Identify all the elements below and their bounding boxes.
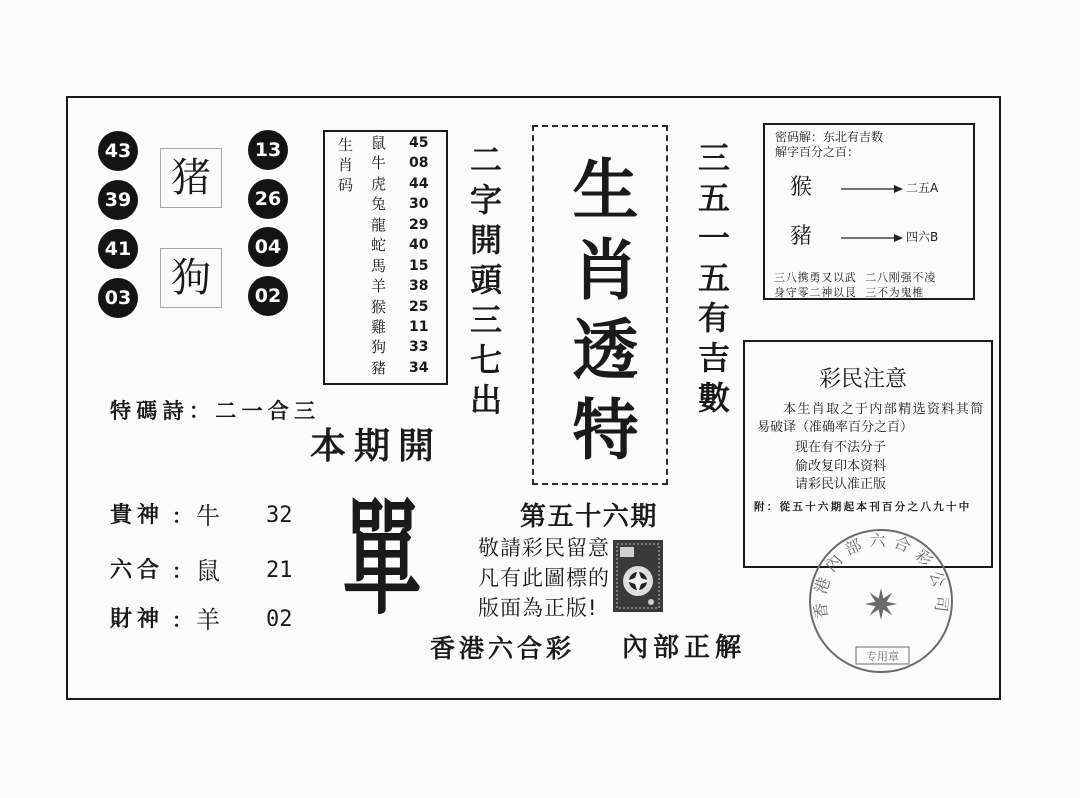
zodiac-animal: 雞 <box>371 317 387 336</box>
code-row <box>371 337 428 357</box>
footer-slogan: 內部正解 <box>622 633 747 663</box>
god-separator: ： <box>172 504 192 528</box>
issue-number: 第五十六期 <box>520 502 659 532</box>
number-ball: 26 <box>248 179 288 219</box>
god-number: 32 <box>266 503 293 528</box>
god-label: 貴神 <box>110 503 165 528</box>
god-animal: 鼠 <box>196 557 220 585</box>
zodiac-number: 38 <box>409 278 429 295</box>
notice-line: 易破译（准确率百分之百） <box>757 420 914 435</box>
vertical-hint-right: 三五一五有吉數 <box>693 141 731 421</box>
zodiac-number: 40 <box>409 237 429 254</box>
number-ball: 02 <box>248 276 288 316</box>
number-ball: 39 <box>98 180 138 220</box>
zodiac-animal: 豬 <box>371 358 387 377</box>
number-ball: 13 <box>248 130 288 170</box>
god-label: 財神 <box>110 607 165 632</box>
code-row <box>371 276 428 296</box>
number-ball: 41 <box>98 229 138 269</box>
main-title: 生肖透特 <box>561 155 638 475</box>
this-issue-label: 本期開 <box>310 426 443 467</box>
cipher-code: 二五A <box>906 181 939 195</box>
cipher-poem-line: 三八携勇又以武 二八刚强不凌 <box>774 271 936 284</box>
notice-line: 请彩民认准正版 <box>795 477 887 492</box>
zodiac-animal: 龍 <box>371 215 387 234</box>
warning-line: 版面為正版! <box>478 596 598 620</box>
code-row <box>371 358 428 378</box>
code-row <box>371 235 428 255</box>
zodiac-number: 15 <box>409 257 429 274</box>
cipher-line: 解字百分之百： <box>775 145 860 159</box>
code-row <box>371 256 428 276</box>
zodiac-code-table <box>323 130 448 385</box>
zodiac-animal: 馬 <box>371 256 387 275</box>
god-number: 02 <box>266 607 293 632</box>
cipher-line: 密码解：东北有吉数 <box>775 130 884 144</box>
god-separator: ： <box>172 559 192 583</box>
notice-footnote: 附：從五十六期起本刊百分之八九十中 <box>754 501 972 513</box>
cipher-char: 豬 <box>790 224 813 249</box>
zodiac-number: 08 <box>409 155 429 172</box>
zodiac-animal: 鼠 <box>371 134 387 152</box>
lottery-emblem-icon <box>611 538 665 614</box>
cipher-char: 猴 <box>790 175 813 200</box>
god-animal: 羊 <box>196 606 220 634</box>
god-separator: ： <box>172 608 192 632</box>
stamp-seal-text: 专用章 <box>866 650 899 663</box>
code-row <box>371 174 428 194</box>
zodiac-animal: 猴 <box>371 297 387 316</box>
number-ball: 43 <box>98 131 138 171</box>
official-stamp <box>806 526 956 676</box>
code-row <box>371 153 428 173</box>
zodiac-animal: 蛇 <box>371 236 387 255</box>
zodiac-pick-second: 狗 <box>160 248 222 308</box>
code-row <box>371 133 428 153</box>
number-ball: 03 <box>98 278 138 318</box>
single-character: 單 <box>343 486 421 632</box>
zodiac-number: 45 <box>409 135 429 151</box>
zodiac-number: 34 <box>409 359 429 376</box>
cipher-box <box>763 123 975 300</box>
god-row <box>0 502 320 530</box>
special-code-poem: 特碼詩：二一合三 <box>110 399 321 423</box>
code-table-rows <box>371 133 428 378</box>
footer-brand: 香港六合彩 <box>430 634 576 663</box>
god-row <box>0 557 320 585</box>
star-icon <box>865 588 897 620</box>
zodiac-number: 30 <box>409 196 429 213</box>
zodiac-number: 11 <box>409 318 429 335</box>
zodiac-animal: 狗 <box>371 338 387 357</box>
zodiac-number: 33 <box>409 339 429 356</box>
code-row <box>371 194 428 214</box>
warning-line: 凡有此圖標的 <box>478 566 610 590</box>
god-label: 六合 <box>110 558 165 583</box>
arrow-right-icon <box>841 232 903 244</box>
code-table-title: 生肖码 <box>336 137 354 197</box>
notice-line: 本生肖取之于内部精选资料其简 <box>783 402 985 417</box>
code-row <box>371 317 428 337</box>
zodiac-number: 29 <box>409 216 429 233</box>
stamp-ring-text: 香港內部六合彩公司 <box>810 530 952 620</box>
notice-line: 偷改复印本资料 <box>795 459 887 474</box>
zodiac-animal: 虎 <box>371 174 387 193</box>
code-row <box>371 215 428 235</box>
zodiac-number: 44 <box>409 175 429 192</box>
god-row <box>0 606 320 634</box>
notice-title: 彩民注意 <box>819 367 908 392</box>
zodiac-animal: 牛 <box>371 154 387 173</box>
vertical-hint-left: 二字開頭三七出 <box>465 143 503 423</box>
arrow-right-icon <box>841 183 903 195</box>
zodiac-pick-first: 猪 <box>160 148 222 208</box>
zodiac-animal: 兔 <box>371 195 387 214</box>
code-row <box>371 297 428 317</box>
god-number: 21 <box>266 558 293 583</box>
number-ball: 04 <box>248 227 288 267</box>
cipher-poem-line: 身守零二神以艮 三不为鬼椎 <box>774 286 925 299</box>
cipher-code: 四六B <box>906 230 939 244</box>
warning-line: 敬請彩民留意 <box>478 536 610 560</box>
notice-line: 现在有不法分子 <box>795 440 887 455</box>
god-animal: 牛 <box>196 502 220 530</box>
main-title-box <box>532 125 668 485</box>
zodiac-number: 25 <box>409 298 429 315</box>
zodiac-animal: 羊 <box>371 277 387 296</box>
